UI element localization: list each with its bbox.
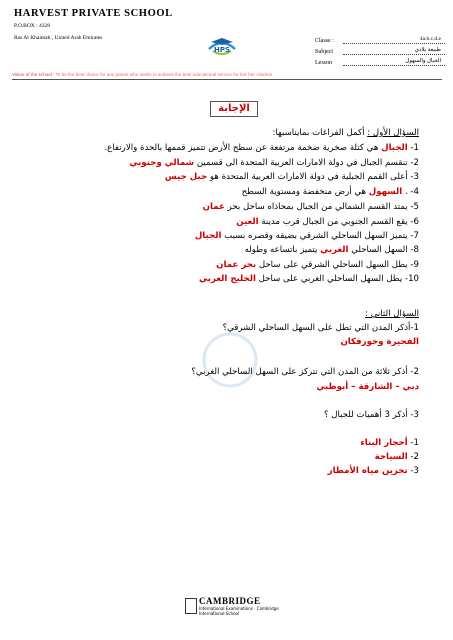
school-location: Ras Al Khaimah , United Arab Emirates [14,35,103,41]
q1-item-answer: الخليج العربي [199,274,256,284]
q2-sub2-answer: دبي – الشارقة – أبوظبي [316,382,419,392]
q1-item-num: 2- [410,158,419,168]
q1-item-num: 6- [410,217,419,227]
watermark-logo [200,330,260,390]
school-logo [203,35,241,59]
q1-item-before: يمتد القسم الشمالي من الجبال بمحاذاه ساحل بحر [227,202,408,212]
cambridge-sub: International Examinations · Cambridge International School [199,606,279,616]
q1-item-answer: الغربي [320,245,349,255]
q1-item-answer: الجبال [381,143,408,153]
q1-heading [273,127,420,140]
q1-item-num: 8- [410,245,419,255]
vision-text: To be the best choice for any parent who seeks to achieve the best educational service for his/ her children [55,72,273,77]
class-label: Classe : [315,38,334,44]
q1-item-num: 1- [410,143,419,153]
q1-item-answer: العين [236,217,259,227]
lesson-label: Lesson [315,60,332,66]
header-divider [12,79,442,80]
q1-item [203,201,419,214]
vision-statement [12,72,442,77]
q2-sub2-question: 2- أذكر ثلاثة من المدن التي تتركز على السهل الساحلي الغربي؟ [191,367,419,377]
q1-item-answer: الجبال [194,231,222,241]
importance-item [328,465,419,478]
class-field [315,33,445,44]
crest-icon [185,598,197,614]
q1-item-answer: عمان [202,202,225,212]
q1-item-after: يتميز باتساعه وطوله [244,245,318,255]
q1-item-num: 9- [410,260,419,270]
lesson-field [315,55,445,66]
q1-item-after: هي كتلة صخرية ضخمة مرتفعة عن سطح الأرض تتميز قممها بالحدة والارتفاع. [104,143,379,153]
answer-title: الإجابة [210,101,258,117]
q1-item [199,273,419,286]
q1-item-num: 7- [410,231,419,241]
importance-num: 2- [410,452,419,462]
po-box: P.O.BOX : 4328 [14,23,51,29]
cambridge-brand: CAMBRIDGE [199,596,261,606]
q1-item [195,230,419,243]
q1-item [104,142,419,155]
q1-item-before: تنقسم الجبال في دولة الامارات العربية المتحدة الى قسمين [196,158,408,168]
q1-item-answer: جبل جيس [164,172,208,182]
q1-item [216,259,419,272]
q1-item-num: 3- [410,172,419,182]
vision-label: Vision of the school : [12,72,55,77]
q1-item-num: 10- [404,274,419,284]
q1-item-before: يتميز السهل الساحلي الشرقي بضيقه وقصره بسبب [224,231,408,241]
q1-item-before: السهل الساحلي [351,245,408,255]
q2-sub3-question: 3- أذكر 3 أهميات للجبال ؟ [324,410,419,420]
q1-text: أكمل الفراغات بمايناسبها: [272,128,365,138]
cambridge-logo [185,596,285,618]
q2-sub1-question: 1-أذكر المدن التي تطل على السهل الساحلي الشرقي؟ [222,323,419,333]
q2-sub1-answer: الفجيرة وخورفكان [340,337,419,347]
q1-item [245,244,419,257]
q1-item-num: 5- [410,202,419,212]
q1-item-before: يطل السهل الساحلي الشرقي على ساحل [258,260,408,270]
info-fields [315,33,445,66]
class-value: 4a.b.c.d.e [419,36,441,42]
logo-text: HPS [213,46,231,54]
importance-text: تخزين مياه الأمطار [327,466,408,476]
q1-item [236,216,419,229]
importance-num: 1- [410,438,419,448]
q1-item-before: يقع القسم الجنوبي من الجبال قرب مدينة [261,217,408,227]
school-header [14,8,184,41]
q1-item-answer: بحر عمان [216,260,257,270]
importance-item [360,437,419,450]
q1-item [129,157,419,170]
q1-item-before: يطل السهل الساحلي الغربي على ساحل [258,274,403,284]
subject-label: Subject [315,49,333,55]
subject-value: طبيعة بلادي [414,47,441,53]
importance-num: 3- [410,466,419,476]
importance-item [375,451,419,464]
lesson-value: الجبال والسهول [405,58,441,64]
subject-field [315,44,445,55]
q2-heading: السؤال الثاني : [365,309,419,319]
q1-item [165,171,419,184]
q1-item-before: أعلى القمم الجبلية في دولة الامارات العربية المتحدة هو [209,172,408,182]
q1-item-answer: السهول [368,187,403,197]
q1-prefix: السؤال الأول : [367,128,419,138]
q1-item-before: . [404,187,408,197]
importance-text: السياحة [374,452,408,462]
q1-item-answer: شمالي وجنوبي [129,158,195,168]
q1-item [242,186,419,199]
school-name: HARVEST PRIVATE SCHOOL [14,8,173,19]
q1-item-after: هي أرض منخفضة ومستوية السطح [241,187,367,197]
importance-text: أحجار البناء [360,438,408,448]
q1-item-num: 4- [410,187,419,197]
